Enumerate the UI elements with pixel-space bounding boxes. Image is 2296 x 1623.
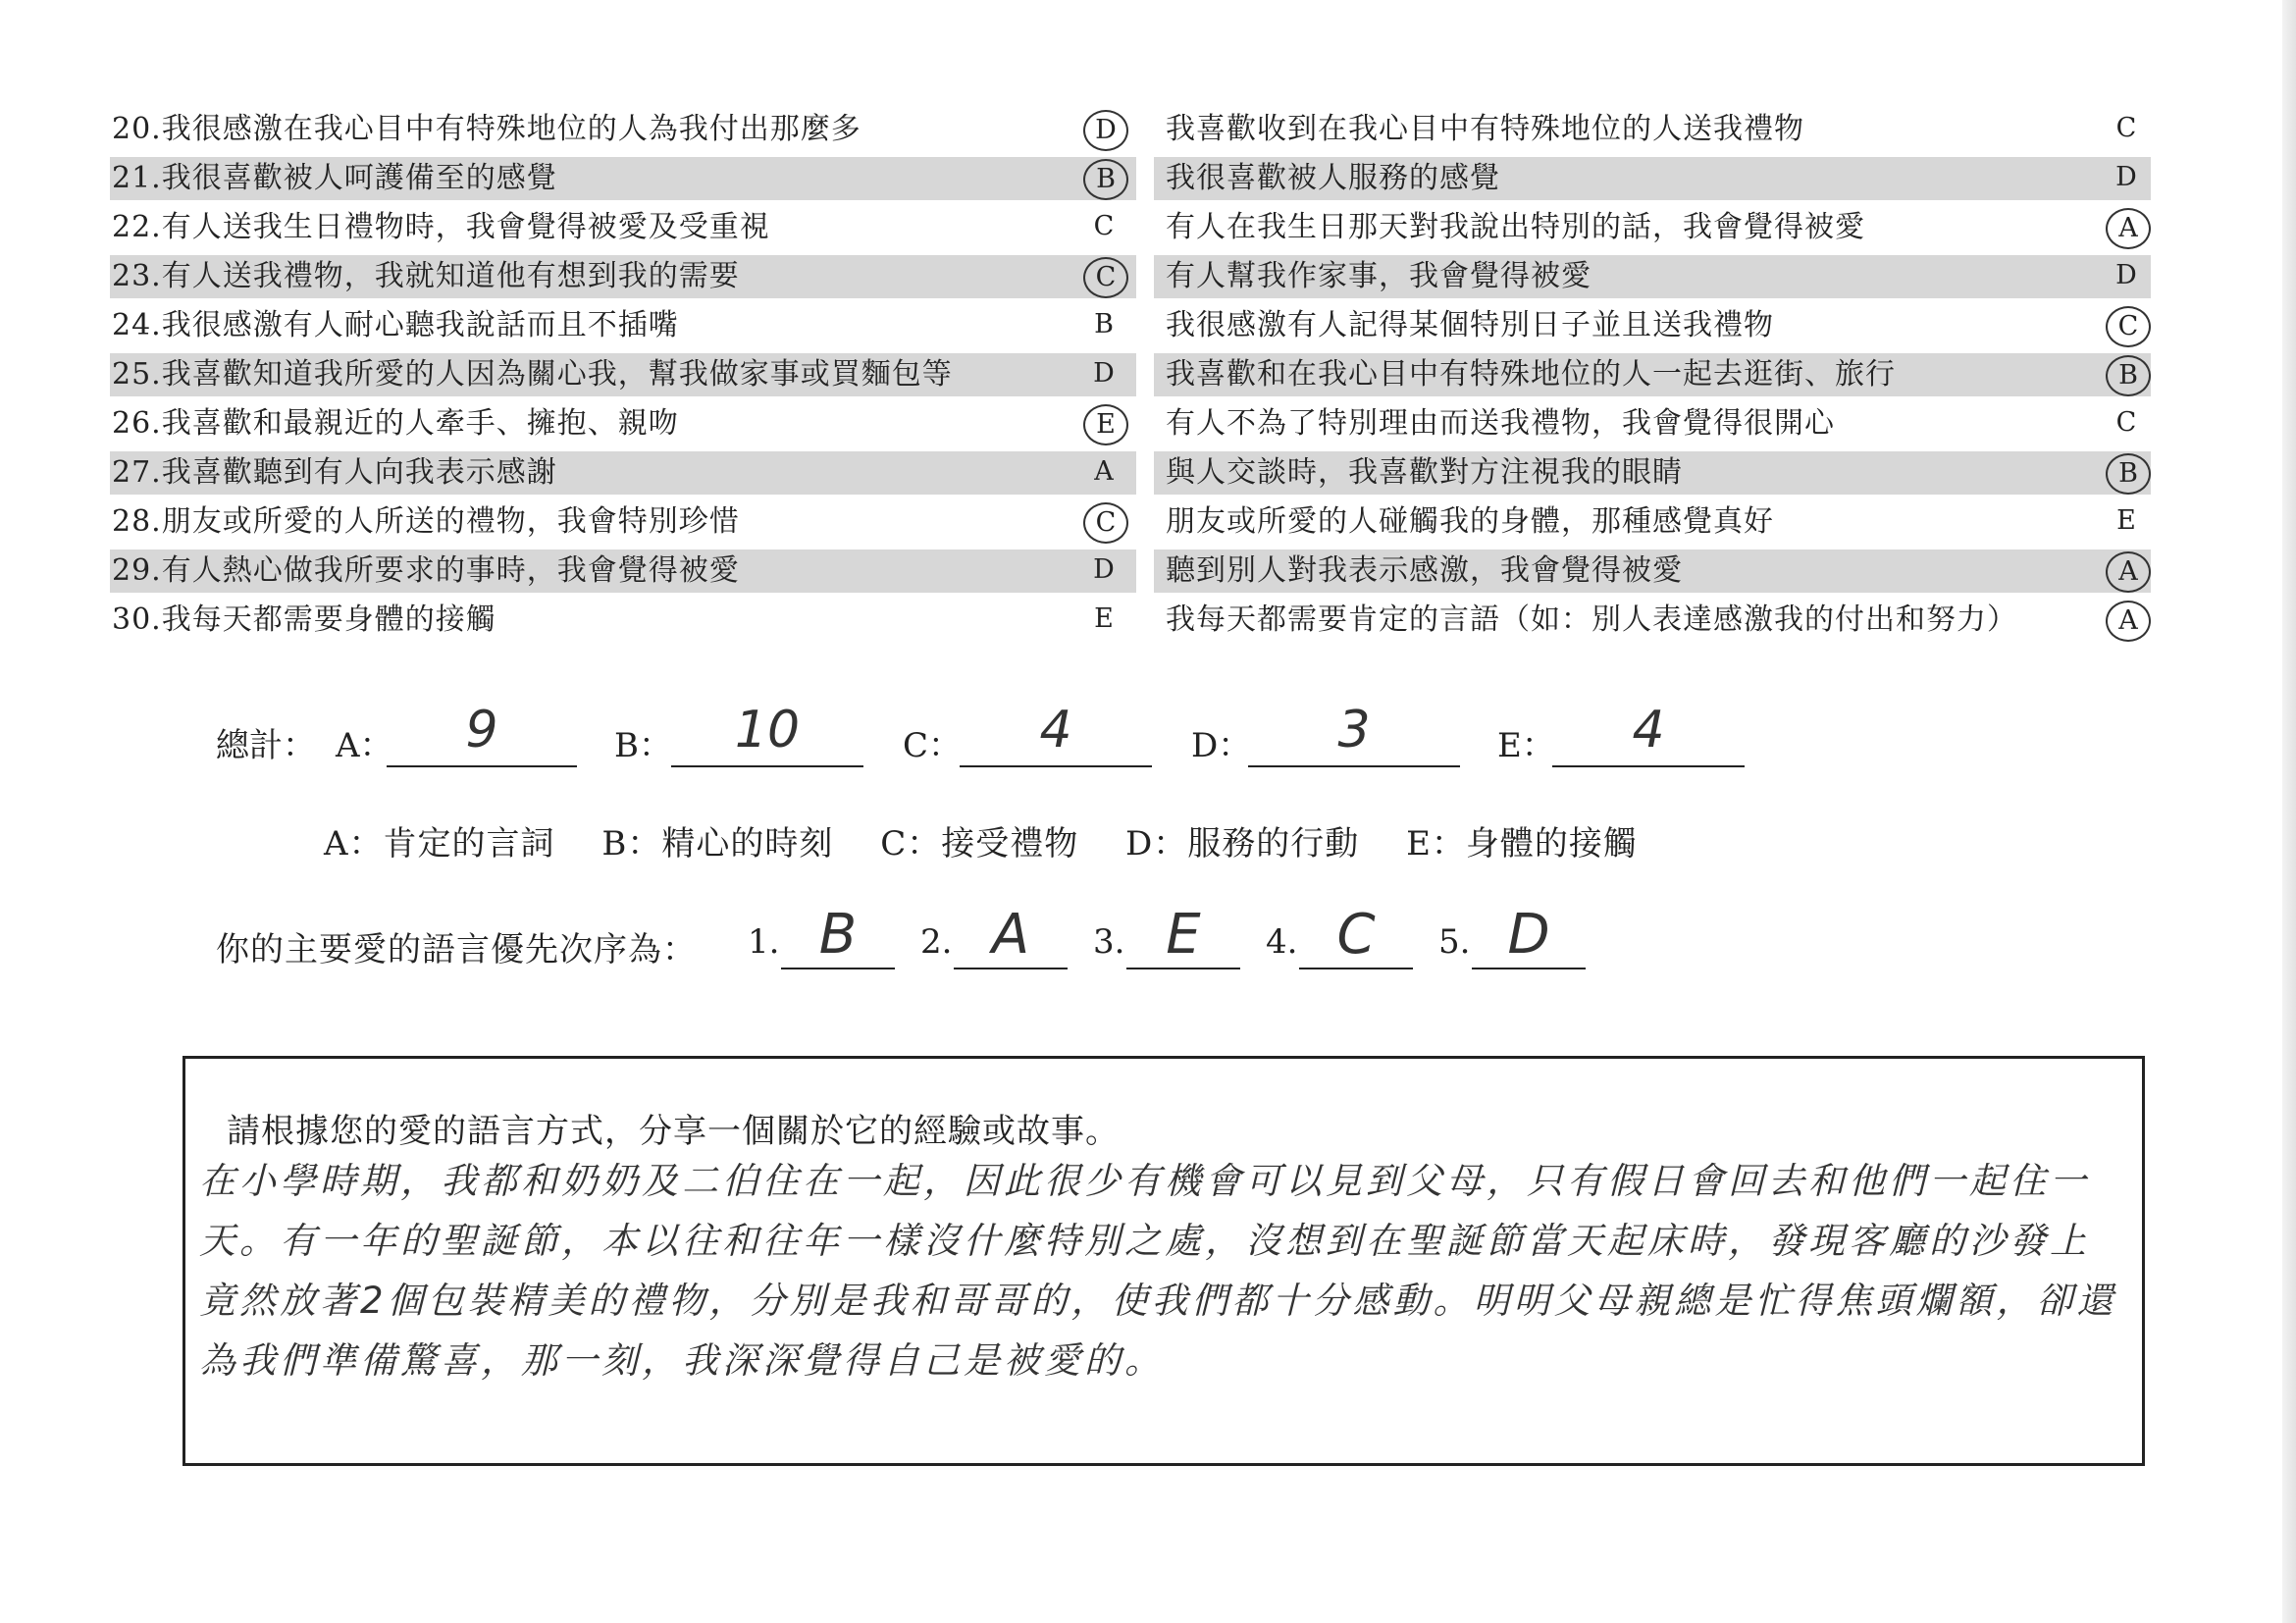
answer-right-letter: A (2106, 601, 2151, 642)
legend-a: A：肯定的言詞 (324, 824, 555, 864)
question-row (0, 451, 2296, 495)
answer-left-letter: E (1083, 404, 1128, 445)
order-2-number: 2. (920, 922, 953, 962)
answer-left-letter: A (1094, 456, 1114, 487)
order-4-line (1299, 968, 1413, 969)
question-left-text (112, 108, 861, 151)
question-right-statement: 我每天都需要肯定的言語（如：別人表達感激我的付出和努力） (1166, 602, 2017, 637)
story-prompt: 請根據您的愛的語言方式，分享一個關於它的經驗或故事。 (227, 1112, 1120, 1151)
question-row (0, 500, 2296, 544)
total-a-line (387, 765, 577, 767)
order-4-value: C (1336, 903, 1376, 967)
question-number: 21. (112, 161, 162, 195)
order-2-value: A (991, 903, 1030, 967)
answer-right-letter: A (2106, 551, 2151, 593)
answer-right-letter: C (2115, 113, 2137, 143)
answer-left-letter: C (1093, 211, 1115, 241)
question-right-statement: 朋友或所愛的人碰觸我的身體，那種感覺真好 (1166, 504, 1774, 539)
answer-right-letter: D (2115, 162, 2137, 192)
total-c-line (960, 765, 1152, 767)
question-left-text (112, 402, 679, 445)
legend (324, 816, 1673, 864)
question-left-text (112, 206, 770, 249)
legend-e: E：身體的接觸 (1406, 824, 1638, 864)
question-left-text (112, 255, 740, 298)
question-number: 29. (112, 553, 162, 588)
question-left-statement: 我喜歡知道我所愛的人因為關心我，幫我做家事或買麵包等 (161, 357, 953, 392)
answer-right-letter: B (2106, 453, 2151, 495)
question-row (0, 206, 2296, 249)
question-left-text (112, 157, 557, 200)
question-number: 27. (112, 455, 162, 490)
question-left-text (112, 550, 740, 593)
question-left-statement: 我很感激有人耐心聽我說話而且不插嘴 (161, 308, 679, 342)
order-1-line (781, 968, 895, 969)
answer-left-letter: C (1083, 502, 1128, 544)
order-3-line (1126, 968, 1240, 969)
question-row (0, 402, 2296, 445)
total-d-value: 3 (1337, 701, 1371, 759)
question-right-statement: 我喜歡收到在我心目中有特殊地位的人送我禮物 (1166, 112, 1804, 146)
question-right-statement: 我很感激有人記得某個特別日子並且送我禮物 (1166, 308, 1774, 342)
question-number: 30. (112, 602, 162, 637)
order-2-line (954, 968, 1068, 969)
question-row (0, 157, 2296, 200)
question-right-statement: 我喜歡和在我心目中有特殊地位的人一起去逛街、旅行 (1166, 357, 1896, 392)
question-row (0, 353, 2296, 396)
total-e-label: E： (1497, 726, 1555, 765)
question-left-text (112, 451, 557, 495)
total-d-line (1248, 765, 1460, 767)
answer-right-letter: C (2106, 306, 2151, 347)
question-left-statement: 我很喜歡被人呵護備至的感覺 (161, 161, 557, 195)
legend-c: C：接受禮物 (880, 824, 1079, 864)
order-5-number: 5. (1438, 922, 1471, 962)
priority-order-title: 你的主要愛的語言優先次序為： (216, 930, 697, 969)
total-c-label: C： (903, 726, 963, 765)
question-number: 28. (112, 504, 162, 539)
question-left-text (112, 500, 740, 544)
answer-left-letter: C (1083, 257, 1128, 298)
question-number: 22. (112, 210, 162, 244)
answer-right-letter: B (2106, 355, 2151, 396)
question-row (0, 255, 2296, 298)
question-left-statement: 我喜歡和最親近的人牽手、擁抱、親吻 (161, 406, 679, 441)
answer-right-letter: D (2115, 260, 2137, 290)
question-left-statement: 有人送我禮物，我就知道他有想到我的需要 (161, 259, 740, 293)
order-3-number: 3. (1093, 922, 1125, 962)
legend-b: B：精心的時刻 (601, 824, 834, 864)
question-left-statement: 朋友或所愛的人所送的禮物，我會特別珍惜 (161, 504, 740, 539)
question-left-text (112, 304, 679, 347)
order-5-line (1472, 968, 1586, 969)
total-e-line (1552, 765, 1745, 767)
question-left-statement: 我喜歡聽到有人向我表示感謝 (161, 455, 557, 490)
question-right-statement: 我很喜歡被人服務的感覺 (1166, 161, 1500, 195)
answer-left-letter: D (1093, 358, 1115, 389)
question-number: 25. (112, 357, 162, 392)
question-left-statement: 有人熱心做我所要求的事時，我會覺得被愛 (161, 553, 740, 588)
answer-left-letter: B (1094, 309, 1114, 340)
answer-left-letter: D (1093, 554, 1115, 585)
question-right-statement: 有人在我生日那天對我說出特別的話，我會覺得被愛 (1166, 210, 1865, 244)
question-right-statement: 有人幫我作家事，我會覺得被愛 (1166, 259, 1592, 293)
total-a-value: 9 (465, 701, 498, 759)
question-right-statement: 聽到別人對我表示感激，我會覺得被愛 (1166, 553, 1683, 588)
total-e-value: 4 (1632, 701, 1665, 759)
total-b-value: 10 (734, 701, 801, 759)
answer-left-letter: E (1094, 603, 1114, 634)
question-row (0, 550, 2296, 593)
question-left-text (112, 353, 953, 396)
question-left-statement: 有人送我生日禮物時，我會覺得被愛及受重視 (161, 210, 770, 244)
order-1-value: B (818, 903, 858, 967)
order-1-number: 1. (748, 922, 780, 962)
order-3-value: E (1166, 903, 1201, 967)
question-number: 20. (112, 112, 162, 146)
question-right-statement: 與人交談時，我喜歡對方注視我的眼睛 (1166, 455, 1683, 490)
question-number: 26. (112, 406, 162, 441)
answer-right-letter: C (2115, 407, 2137, 438)
total-a-label: A： (336, 726, 393, 765)
answer-right-letter: E (2116, 505, 2136, 536)
order-4-number: 4. (1266, 922, 1298, 962)
totals-title: 總計： (216, 726, 316, 765)
answer-left-letter: B (1083, 159, 1128, 200)
question-left-statement: 我很感激在我心目中有特殊地位的人為我付出那麼多 (161, 112, 861, 146)
question-left-text (112, 599, 496, 642)
question-row (0, 108, 2296, 151)
question-number: 24. (112, 308, 162, 342)
question-left-statement: 我每天都需要身體的接觸 (161, 602, 496, 637)
question-right-statement: 有人不為了特別理由而送我禮物，我會覺得很開心 (1166, 406, 1835, 441)
total-d-label: D： (1191, 726, 1252, 765)
total-b-line (671, 765, 863, 767)
story-box (183, 1056, 2145, 1466)
story-handwritten-text: 在小學時期，我都和奶奶及二伯住在一起，因此很少有機會可以見到父母，只有假日會回去和他們一起住一天。有一年的聖誕節，本以往和往年一樣沒什麼特別之處，沒想到在聖誕節當天起床時，發現客廳的沙發上竟然放著2個包裝精美的禮物，分別是我和哥哥的，使我們都十分感動。明明父母親總是忙得焦頭爛額，卻還為我們準備驚喜，那一刻，我深深覺得自己是被愛的。 (199, 1160, 2117, 1382)
question-row (0, 304, 2296, 347)
order-5-value: D (1507, 903, 1550, 967)
legend-d: D：服務的行動 (1125, 824, 1360, 864)
answer-left-letter: D (1083, 110, 1128, 151)
question-number: 23. (112, 259, 162, 293)
question-row (0, 599, 2296, 642)
total-c-value: 4 (1039, 701, 1072, 759)
answer-right-letter: A (2106, 208, 2151, 249)
total-b-label: B： (614, 726, 672, 765)
